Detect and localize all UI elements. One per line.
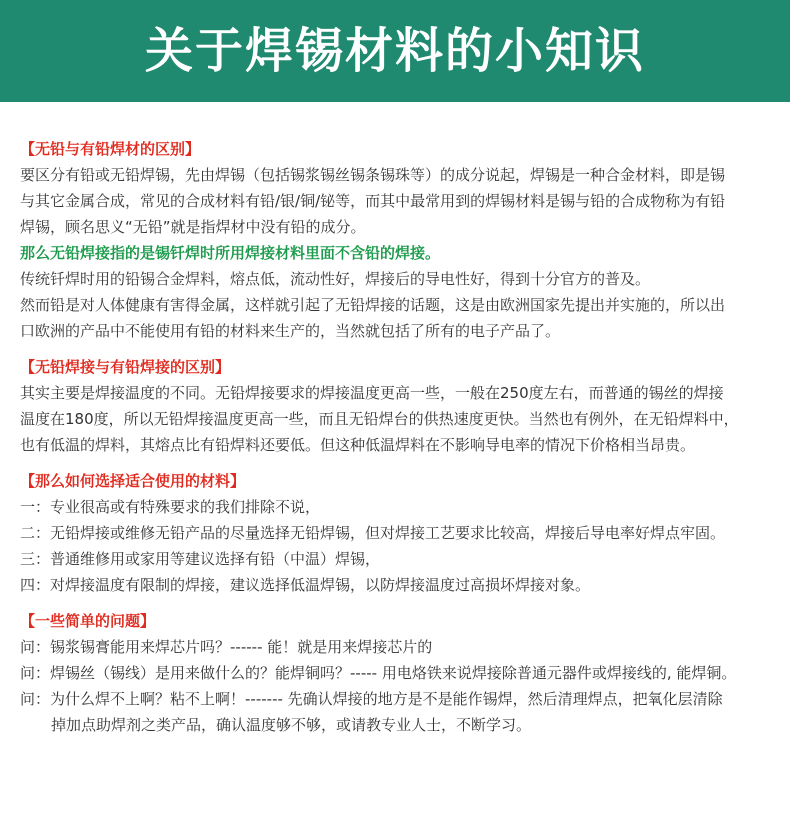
title-banner xyxy=(0,0,790,102)
section-heading-welding-difference: 【无铅焊接与有铅焊接的区别】 xyxy=(20,358,231,376)
faq-item: 问：焊锡丝（锡线）是用来做什么的？能焊铜吗？----- 用电烙铁来说焊接除普通元器件或焊接线的, 能焊铜。 xyxy=(20,664,737,682)
paragraph-line: 要区分有铅或无铅焊锡，先由焊锡（包括锡浆锡丝锡条锡珠等）的成分说起，焊锡是一种合金材料，即是锡 xyxy=(20,166,726,184)
article-body xyxy=(20,136,780,738)
faq-item: 问：为什么焊不上啊？粘不上啊！------- 先确认焊接的地方是不是能作锡焊，然后清理焊点，把氧化层清除 xyxy=(20,690,723,708)
paragraph-line: 焊锡，顾名思义“无铅”就是指焊材中没有铅的成分。 xyxy=(20,218,366,236)
list-item: 四：对焊接温度有限制的焊接，建议选择低温焊锡，以防焊接温度过高损坏焊接对象。 xyxy=(20,576,591,594)
list-item: 二：无铅焊接或维修无铅产品的尽量选择无铅焊锡，但对焊接工艺要求比较高，焊接后导电率好焊点牢固。 xyxy=(20,524,726,542)
paragraph-line: 与其它金属合成，常见的合成材料有铅/银/铜/铋等，而其中最常用到的焊锡材料是锡与铅的合成物称为有铅 xyxy=(20,192,726,210)
section-heading-how-to-choose: 【那么如何选择适合使用的材料】 xyxy=(20,472,246,490)
paragraph-line: 传统钎焊时用的铅锡合金焊料，熔点低，流动性好，焊接后的导电性好，得到十分官方的普及。 xyxy=(20,270,651,288)
faq-item-continuation: 掉加点助焊剂之类产品，确认温度够不够，或请教专业人士，不断学习。 xyxy=(51,716,532,734)
paragraph-line: 口欧洲的产品中不能使用有铅的材料来生产的，当然就包括了所有的电子产品了。 xyxy=(20,322,561,340)
section-heading-lead-free-vs-leaded: 【无铅与有铅焊材的区别】 xyxy=(20,140,201,158)
highlight-line: 那么无铅焊接指的是锡钎焊时所用焊接材料里面不含铅的焊接。 xyxy=(20,244,441,262)
page-title: 关于焊锡材料的小知识 xyxy=(144,23,645,79)
paragraph-line: 其实主要是焊接温度的不同。无铅焊接要求的焊接温度更高一些，一般在250度左右，而普通的锡丝的焊接 xyxy=(20,384,724,402)
list-item: 一：专业很高或有特殊要求的我们排除不说， xyxy=(20,498,321,516)
faq-item: 问：锡浆锡膏能用来焊芯片吗？------ 能！就是用来焊接芯片的 xyxy=(20,638,433,656)
paragraph-line: 然而铅是对人体健康有害得金属，这样就引起了无铅焊接的话题，这是由欧洲国家先提出并实施的，所以出 xyxy=(20,296,726,314)
paragraph-line: 温度在180度，所以无铅焊接温度更高一些，而且无铅焊台的供热速度更快。当然也有例外，在无铅焊料中， xyxy=(20,410,739,428)
paragraph-line: 也有低温的焊料，其熔点比有铅焊料还要低。但这种低温焊料在不影响导电率的情况下价格相当昂贵。 xyxy=(20,436,696,454)
list-item: 三：普通维修用或家用等建议选择有铅（中温）焊锡， xyxy=(20,550,381,568)
section-heading-faq: 【一些简单的问题】 xyxy=(20,612,156,630)
